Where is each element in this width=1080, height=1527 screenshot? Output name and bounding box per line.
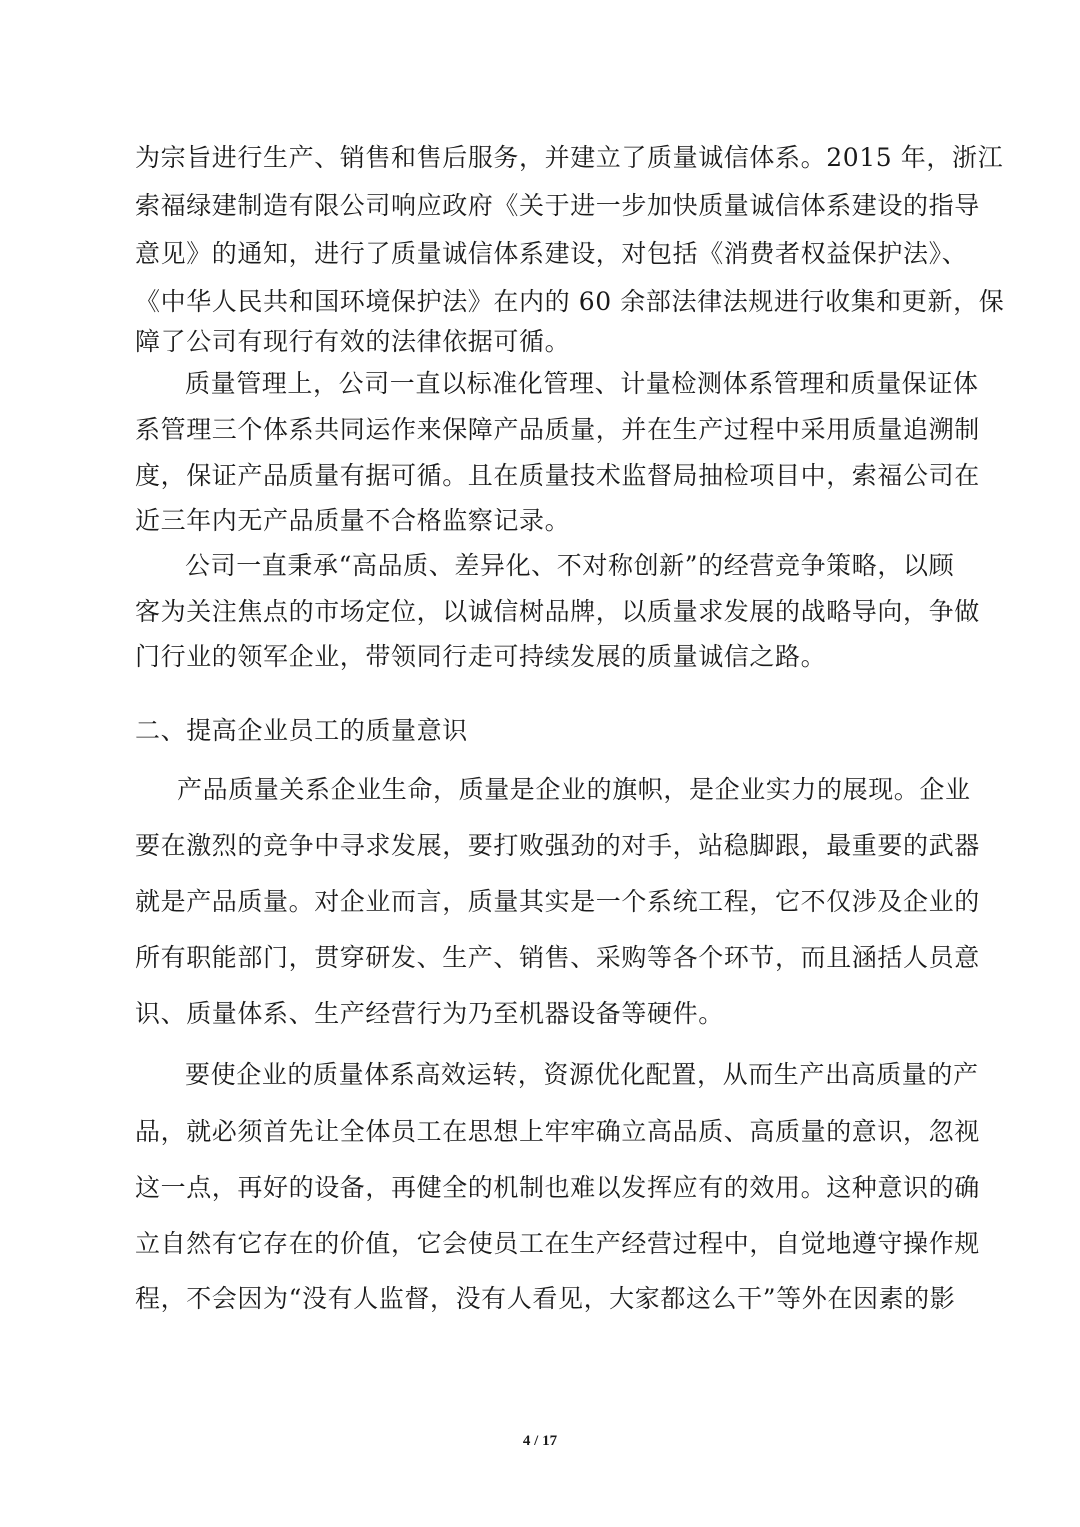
paragraph-line: 识、质量体系、生产经营行为乃至机器设备等硬件。: [135, 999, 724, 1028]
paragraph-line: 就是产品质量。对企业而言，质量其实是一个系统工程，它不仅涉及企业的: [135, 887, 980, 916]
section-heading: 二、提高企业员工的质量意识: [135, 716, 468, 745]
paragraph-line: 近三年内无产品质量不合格监察记录。: [135, 506, 571, 535]
paragraph-line: 为宗旨进行生产、销售和售后服务，并建立了质量诚信体系。2015 年，浙江: [135, 143, 1004, 172]
paragraph-line: 客为关注焦点的市场定位，以诚信树品牌，以质量求发展的战略导向，争做: [135, 597, 980, 626]
paragraph-line: 要使企业的质量体系高效运转，资源优化配置，从而生产出高质量的产: [185, 1060, 979, 1089]
paragraph-line: 《中华人民共和国环境保护法》在内的 60 余部法律法规进行收集和更新，保: [135, 287, 1005, 316]
paragraph-line: 公司一直秉承“高品质、差异化、不对称创新”的经营竞争策略，以顾: [185, 551, 955, 580]
page-number: 4 / 17: [522, 1433, 558, 1449]
paragraph-line: 障了公司有现行有效的法律依据可循。: [135, 327, 571, 356]
paragraph-line: 产品质量关系企业生命，质量是企业的旗帜，是企业实力的展现。企业: [177, 775, 971, 804]
paragraph-line: 程，不会因为“没有人监督，没有人看见，大家都这么干”等外在因素的影: [135, 1284, 956, 1313]
paragraph-line: 索福绿建制造有限公司响应政府《关于进一步加快质量诚信体系建设的指导: [135, 191, 980, 220]
paragraph-line: 立自然有它存在的价值，它会使员工在生产经营过程中，自觉地遵守操作规: [135, 1229, 980, 1258]
paragraph-line: 度，保证产品质量有据可循。且在质量技术监督局抽检项目中，索福公司在: [135, 461, 980, 490]
paragraph-line: 要在激烈的竞争中寻求发展，要打败强劲的对手，站稳脚跟，最重要的武器: [135, 831, 980, 860]
paragraph-line: 门行业的领军企业，带领同行走可持续发展的质量诚信之路。: [135, 642, 827, 671]
paragraph-line: 系管理三个体系共同运作来保障产品质量，并在生产过程中采用质量追溯制: [135, 415, 980, 444]
paragraph-line: 所有职能部门，贯穿研发、生产、销售、采购等各个环节，而且涵括人员意: [135, 943, 980, 972]
paragraph-line: 意见》的通知，进行了质量诚信体系建设，对包括《消费者权益保护法》、: [135, 239, 968, 268]
paragraph-line: 质量管理上，公司一直以标准化管理、计量检测体系管理和质量保证体: [185, 369, 979, 398]
paragraph-line: 品，就必须首先让全体员工在思想上牢牢确立高品质、高质量的意识，忽视: [135, 1117, 980, 1146]
paragraph-line: 这一点，再好的设备，再健全的机制也难以发挥应有的效用。这种意识的确: [135, 1173, 980, 1202]
